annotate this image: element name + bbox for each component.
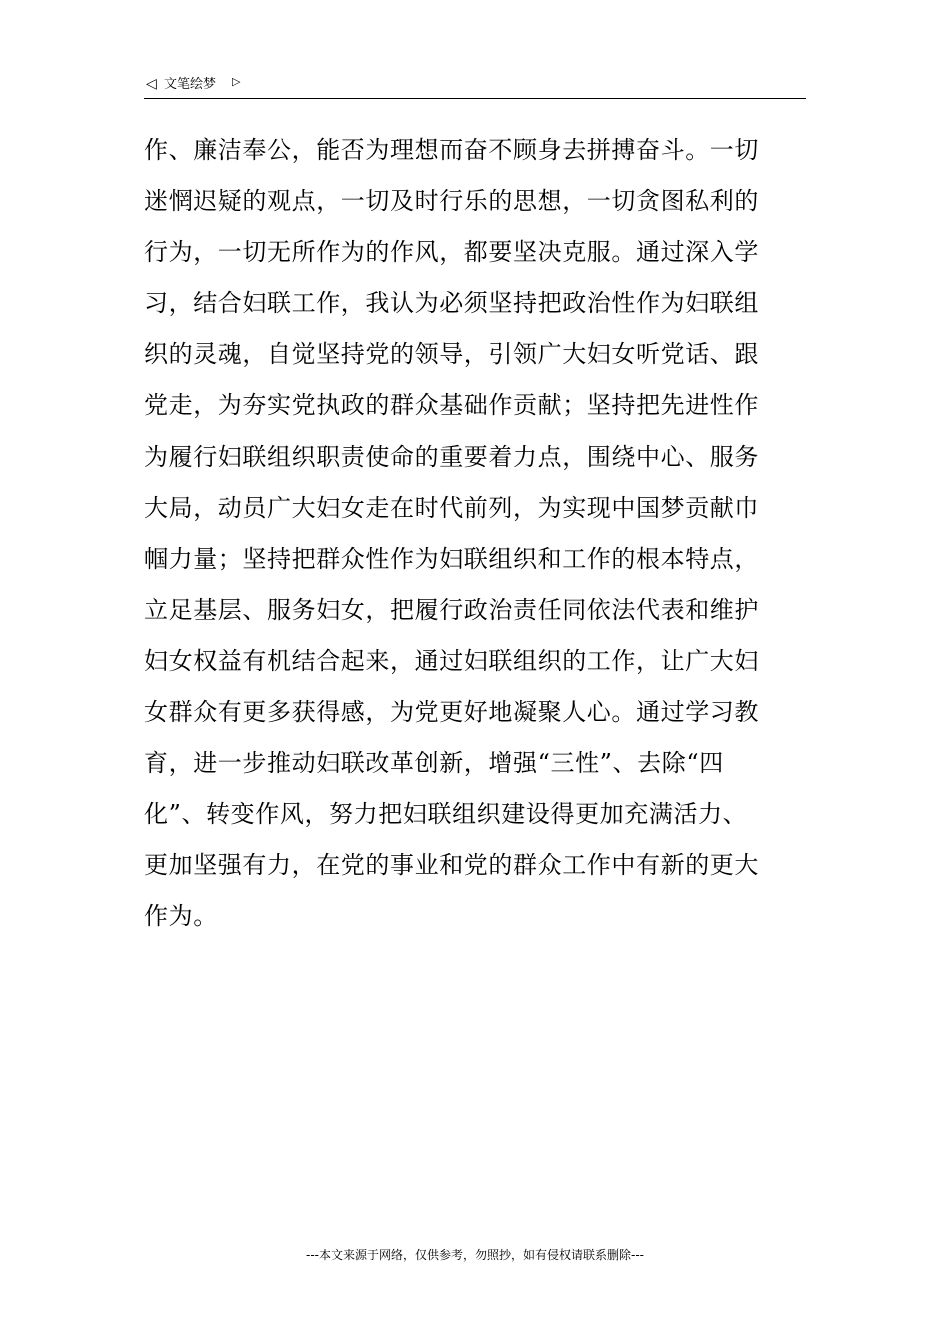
- body-line: 育，进一步推动妇联改革创新，增强“三性”、去除“四: [144, 749, 724, 778]
- body-line: 作为。: [144, 902, 218, 931]
- body-line: 妇女权益有机结合起来，通过妇联组织的工作，让广大妇: [144, 646, 759, 675]
- body-line: 帼力量；坚持把群众性作为妇联组织和工作的根本特点，: [144, 544, 759, 573]
- body-line: 化”、转变作风，努力把妇联组织建设得更加充满活力、: [144, 800, 748, 829]
- body-line: 习，结合妇联工作，我认为必须坚持把政治性作为妇联组: [144, 289, 759, 318]
- body-line: 为履行妇联组织职责使命的重要着力点，围绕中心、服务: [144, 442, 759, 471]
- body-line: 更加坚强有力，在党的事业和党的群众工作中有新的更大: [144, 851, 759, 880]
- footer-disclaimer: ---本文来源于网络，仅供参考，勿照抄，如有侵权请联系删除---: [306, 1248, 644, 1262]
- page-header: [144, 72, 806, 99]
- triangle-right-icon: ▷: [232, 75, 241, 88]
- body-line: 迷惘迟疑的观点，一切及时行乐的思想，一切贪图私利的: [144, 187, 759, 216]
- body-line: 作、廉洁奉公，能否为理想而奋不顾身去拼搏奋斗。一切: [144, 136, 759, 164]
- header-title: 文笔绘梦: [164, 77, 217, 92]
- body-line: 大局，动员广大妇女走在时代前列，为实现中国梦贡献巾: [144, 493, 759, 522]
- triangle-left-icon: ◁: [146, 76, 157, 92]
- body-text: [144, 128, 808, 946]
- body-line: 女群众有更多获得感，为党更好地凝聚人心。通过学习教: [144, 698, 759, 727]
- body-line: 党走，为夯实党执政的群众基础作贡献；坚持把先进性作: [144, 391, 759, 420]
- body-line: 织的灵魂，自觉坚持党的领导，引领广大妇女听党话、跟: [144, 340, 759, 369]
- body-line: 行为，一切无所作为的作风，都要坚决克服。通过深入学: [144, 238, 759, 267]
- body-line: 立足基层、服务妇女，把履行政治责任同依法代表和维护: [144, 595, 759, 624]
